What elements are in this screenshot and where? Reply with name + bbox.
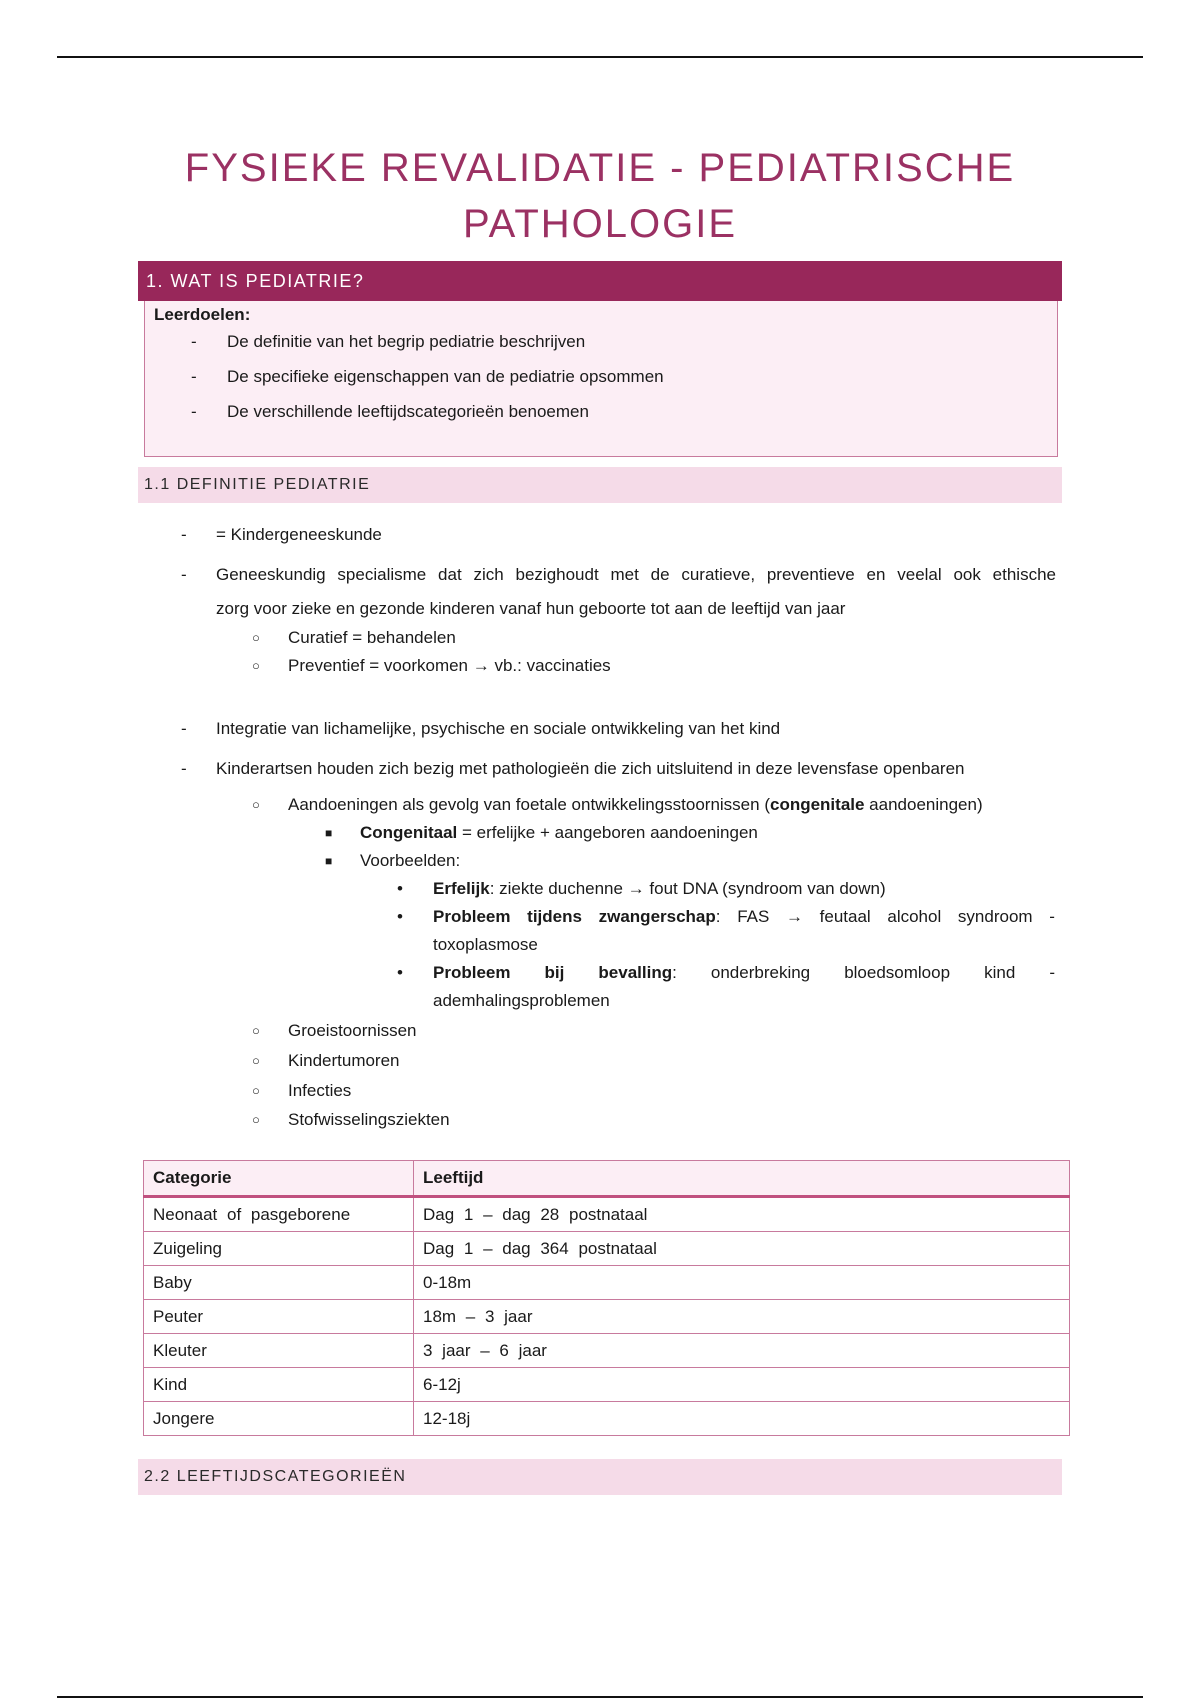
example-zwangerschap: Probleem tijdens zwangerschap: FAS → feutaal alcohol syndroom - [433, 907, 1055, 926]
example-erfelijk: Erfelijk: ziekte duchenne → fout DNA (syndroom van down) [433, 879, 886, 898]
subsub-voorbeelden: Voorbeelden: [360, 851, 461, 870]
bullet-specialisme-line1: Geneeskundig specialisme dat zich bezighoudt met de curatieve, preventieve en veelal ook ethische [216, 565, 1056, 584]
table-row: Neonaat of pasgeborene Dag 1 – dag 28 postnataal [144, 1197, 1070, 1232]
section-1-heading: 1. WAT IS PEDIATRIE? [138, 261, 1062, 301]
title-line-1: FYSIEKE REVALIDATIE - PEDIATRISCHE [184, 146, 1016, 190]
table-row: Zuigeling Dag 1 – dag 364 postnataal [144, 1232, 1070, 1266]
table-header-leeftijd: Leeftijd [414, 1161, 1070, 1197]
learning-goals-title: Leerdoelen: [154, 305, 251, 324]
table-row: Kind 6-12j [144, 1368, 1070, 1402]
sub-curatief: Curatief = behandelen [288, 628, 456, 647]
table-row: Baby 0-18m [144, 1266, 1070, 1300]
sub-stofwisselingsziekten: Stofwisselingsziekten [288, 1110, 450, 1129]
table-row: Peuter 18m – 3 jaar [144, 1300, 1070, 1334]
example-bevalling-cont: ademhalingsproblemen [433, 991, 610, 1010]
bullet-integratie: Integratie van lichamelijke, psychische en sociale ontwikkeling van het kind [216, 719, 781, 738]
sub-groeistoornissen: Groeistoornissen [288, 1021, 417, 1040]
example-zwangerschap-cont: toxoplasmose [433, 935, 538, 954]
table-header-row [144, 1161, 1070, 1197]
section-2-2-heading: 2.2 LEEFTIJDSCATEGORIEËN [138, 1459, 1062, 1495]
age-category-table [143, 1160, 1070, 1436]
bottom-rule [57, 1696, 1143, 1698]
example-bevalling: Probleem bij bevalling: onderbreking bloedsomloop kind - [433, 963, 1055, 982]
sub-preventief: Preventief = voorkomen → vb.: vaccinaties [288, 656, 611, 675]
sub-aandoeningen: Aandoeningen als gevolg van foetale ontwikkelingsstoornissen (congenitale aandoeningen) [288, 795, 983, 814]
bullet-kinderartsen: Kinderartsen houden zich bezig met pathologieën die zich uitsluitend in deze levensfase openbaren [216, 759, 965, 778]
table-header-categorie: Categorie [144, 1161, 414, 1197]
table-row: Kleuter 3 jaar – 6 jaar [144, 1334, 1070, 1368]
bullet-specialisme-line2: zorg voor zieke en gezonde kinderen vanaf hun geboorte tot aan de leeftijd van jaar [216, 599, 846, 618]
top-rule [57, 56, 1143, 58]
sub-infecties: Infecties [288, 1081, 352, 1100]
learning-goals-box: Leerdoelen: - De definitie van het begrip pediatrie beschrijven - De specifieke eigenschappen van de pediatrie opsommen - De verschillende leeftijdscategorieën benoemen [144, 301, 1058, 457]
subsub-congenitaal: Congenitaal = erfelijke + aangeboren aandoeningen [360, 823, 758, 842]
document-title [140, 140, 1060, 252]
section-1-1-heading: 1.1 DEFINITIE PEDIATRIE [138, 467, 1062, 503]
bullet-kindergeneeskunde: = Kindergeneeskunde [216, 525, 382, 544]
sub-kindertumoren: Kindertumoren [288, 1051, 400, 1070]
title-line-2: PATHOLOGIE [462, 202, 738, 246]
table-row: Jongere 12-18j [144, 1402, 1070, 1436]
